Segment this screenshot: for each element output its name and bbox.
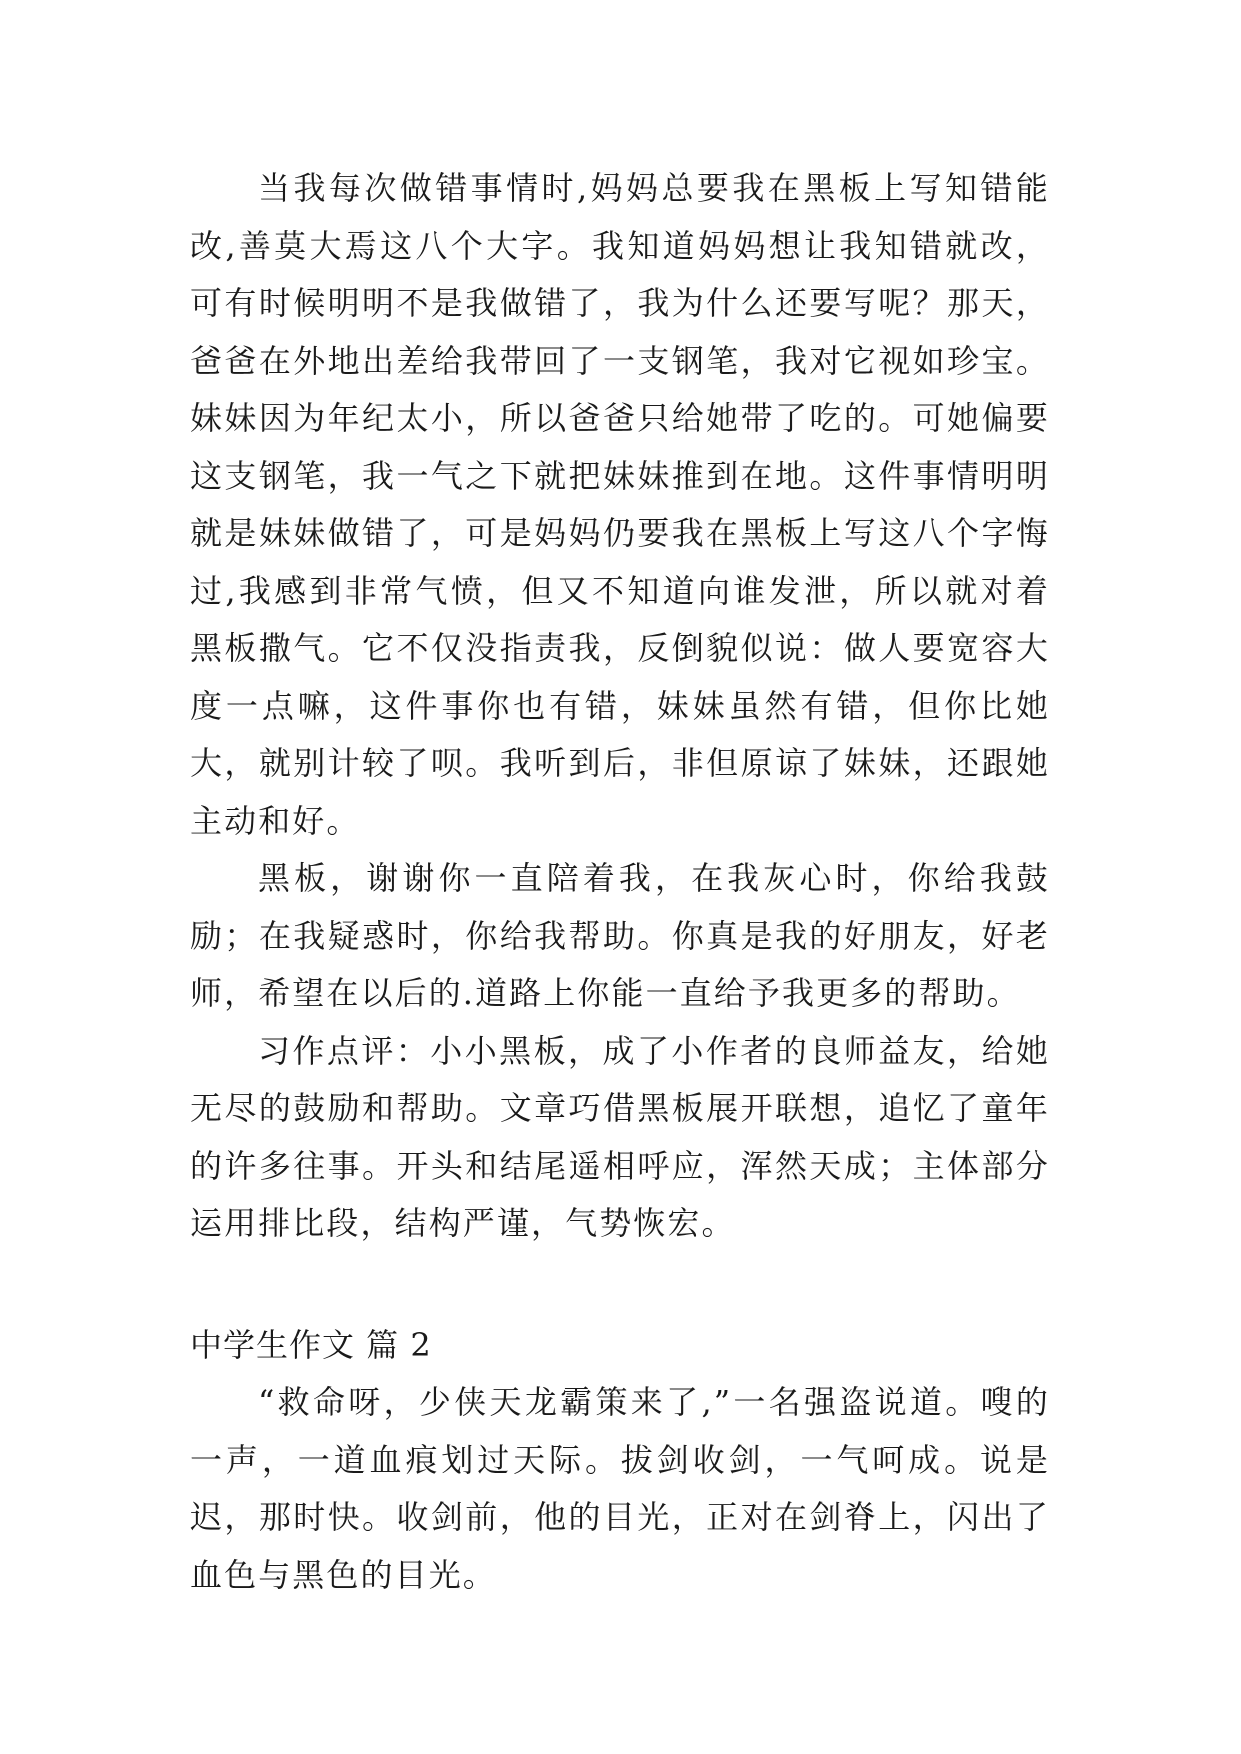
section-title: 中学生作文 篇 2 <box>190 1325 432 1364</box>
paragraph: “救命呀，少侠天龙霸策来了,”一名强盗说道。嗖的一声，一道血痕划过天际。拔剑收剑，一气呵成。说是迟，那时快。收剑前，他的目光，正对在剑脊上，闪出了血色与黑色的目光。 <box>190 1383 1050 1594</box>
paragraph: 黑板，谢谢你一直陪着我，在我灰心时，你给我鼓励；在我疑惑时，你给我帮助。你真是我的好朋友，好老师，希望在以后的.道路上你能一直给予我更多的帮助。 <box>190 859 1050 1012</box>
paragraph: 习作点评：小小黑板，成了小作者的良师益友，给她无尽的鼓励和帮助。文章巧借黑板展开联想，追忆了童年的许多往事。开头和结尾遥相呼应，浑然天成；主体部分运用排比段，结构严谨，气势恢宏。 <box>190 1031 1050 1242</box>
paragraph: 当我每次做错事情时,妈妈总要我在黑板上写知错能改,善莫大焉这八个大字。我知道妈妈想让我知错就改，可有时候明明不是我做错了，我为什么还要写呢？那天，爸爸在外地出差给我带回了一支钢笔，我对它视如珍宝。妹妹因为年纪太小，所以爸爸只给她带了吃的。可她偏要这支钢笔，我一气之下就把妹妹推到在地。这件事情明明就是妹妹做错了，可是妈妈仍要我在黑板上写这八个字悔过,我感到非常气愤，但又不知道向谁发泄，所以就对着黑板撒气。它不仅没指责我，反倒貌似说：做人要宽容大度一点嘛，这件事你也有错，妹妹虽然有错，但你比她大，就别计较了呗。我听到后，非但原谅了妹妹，还跟她主动和好。 <box>190 169 1050 840</box>
document-page <box>190 160 1050 1604</box>
section-spacer <box>190 1253 1050 1317</box>
